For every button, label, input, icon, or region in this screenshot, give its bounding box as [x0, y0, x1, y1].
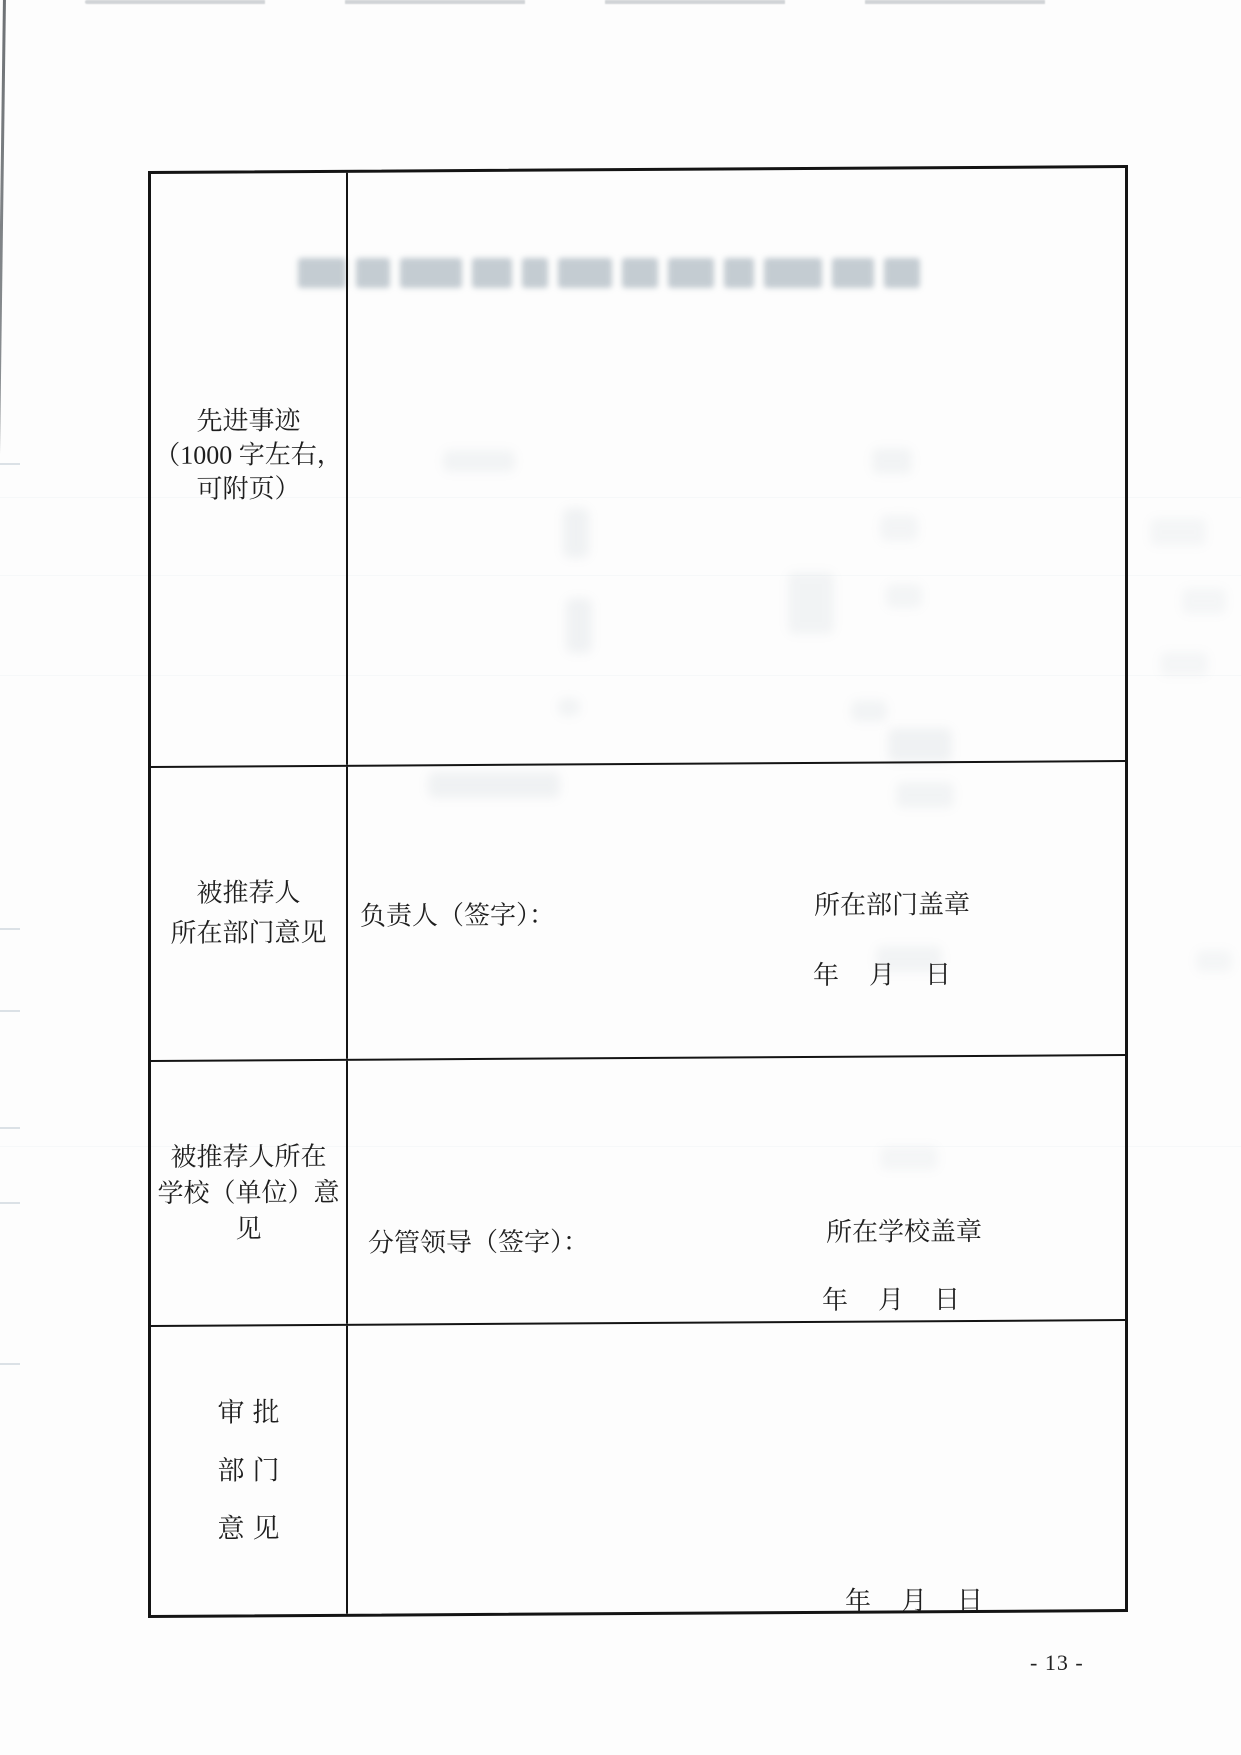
- department-opinion-label-cell: [151, 767, 348, 1060]
- scan-margin-tick: [0, 1010, 20, 1012]
- school-opinion-label: [157, 1138, 339, 1247]
- label-line: 意见: [217, 1513, 288, 1544]
- approval-opinion-label-cell: [151, 1326, 348, 1615]
- advanced-deeds-content-area: [348, 168, 1125, 765]
- school-stamp-label: 所在学校盖章: [825, 1216, 982, 1247]
- date-year-month-day-label: 年 月 日: [821, 1285, 962, 1315]
- responsible-person-signature-label: 负责人（签字）：: [360, 900, 556, 931]
- scan-margin-tick: [0, 1363, 20, 1365]
- label-line: 所在部门意见: [170, 917, 327, 948]
- advanced-deeds-label: [154, 404, 343, 507]
- scan-top-edge-artifact: [85, 0, 1125, 4]
- label-line: 审批: [217, 1397, 288, 1428]
- label-line: 被推荐人: [196, 878, 301, 908]
- school-opinion-label-cell: [151, 1061, 348, 1325]
- label-line: 学校（单位）意: [157, 1177, 340, 1208]
- scan-margin-tick: [0, 1202, 20, 1204]
- page-number: - 13 -: [1030, 1650, 1084, 1675]
- date-year-month-day-label: 年 月 日: [812, 960, 953, 990]
- leader-signature-label: 分管领导（签字）：: [368, 1227, 590, 1258]
- label-line: 可附页）: [196, 474, 301, 504]
- approval-opinion-label: [210, 1383, 288, 1557]
- label-line: （1000 字左右，: [154, 439, 343, 470]
- row-approval-opinion: [151, 1321, 1125, 1615]
- department-stamp-label: 所在部门盖章: [813, 889, 970, 920]
- recommendation-approval-form-table: [148, 165, 1128, 1618]
- scan-margin-tick: [0, 463, 20, 465]
- label-line: 先进事迹: [196, 406, 301, 436]
- label-line: 被推荐人所在: [170, 1141, 327, 1172]
- bleedthrough-artifact: [1150, 518, 1206, 546]
- row-department-opinion: [151, 762, 1125, 1062]
- scan-margin-tick: [0, 928, 20, 930]
- department-opinion-content-area: [348, 762, 1125, 1059]
- bleedthrough-artifact: [1160, 652, 1208, 676]
- scan-margin-tick: [0, 1127, 20, 1129]
- scan-left-edge-line: [0, 0, 6, 1755]
- bleedthrough-artifact: [1196, 950, 1232, 972]
- label-line: 见: [235, 1213, 262, 1243]
- approval-opinion-content-area: [348, 1321, 1125, 1614]
- label-line: 部门: [217, 1455, 288, 1486]
- row-advanced-deeds: [151, 168, 1125, 768]
- row-school-opinion: [151, 1056, 1125, 1327]
- advanced-deeds-label-cell: [151, 173, 348, 766]
- school-opinion-content-area: [348, 1056, 1125, 1324]
- bleedthrough-artifact: [1182, 588, 1226, 614]
- department-opinion-label: [170, 873, 326, 954]
- date-year-month-day-label: 年 月 日: [844, 1585, 985, 1616]
